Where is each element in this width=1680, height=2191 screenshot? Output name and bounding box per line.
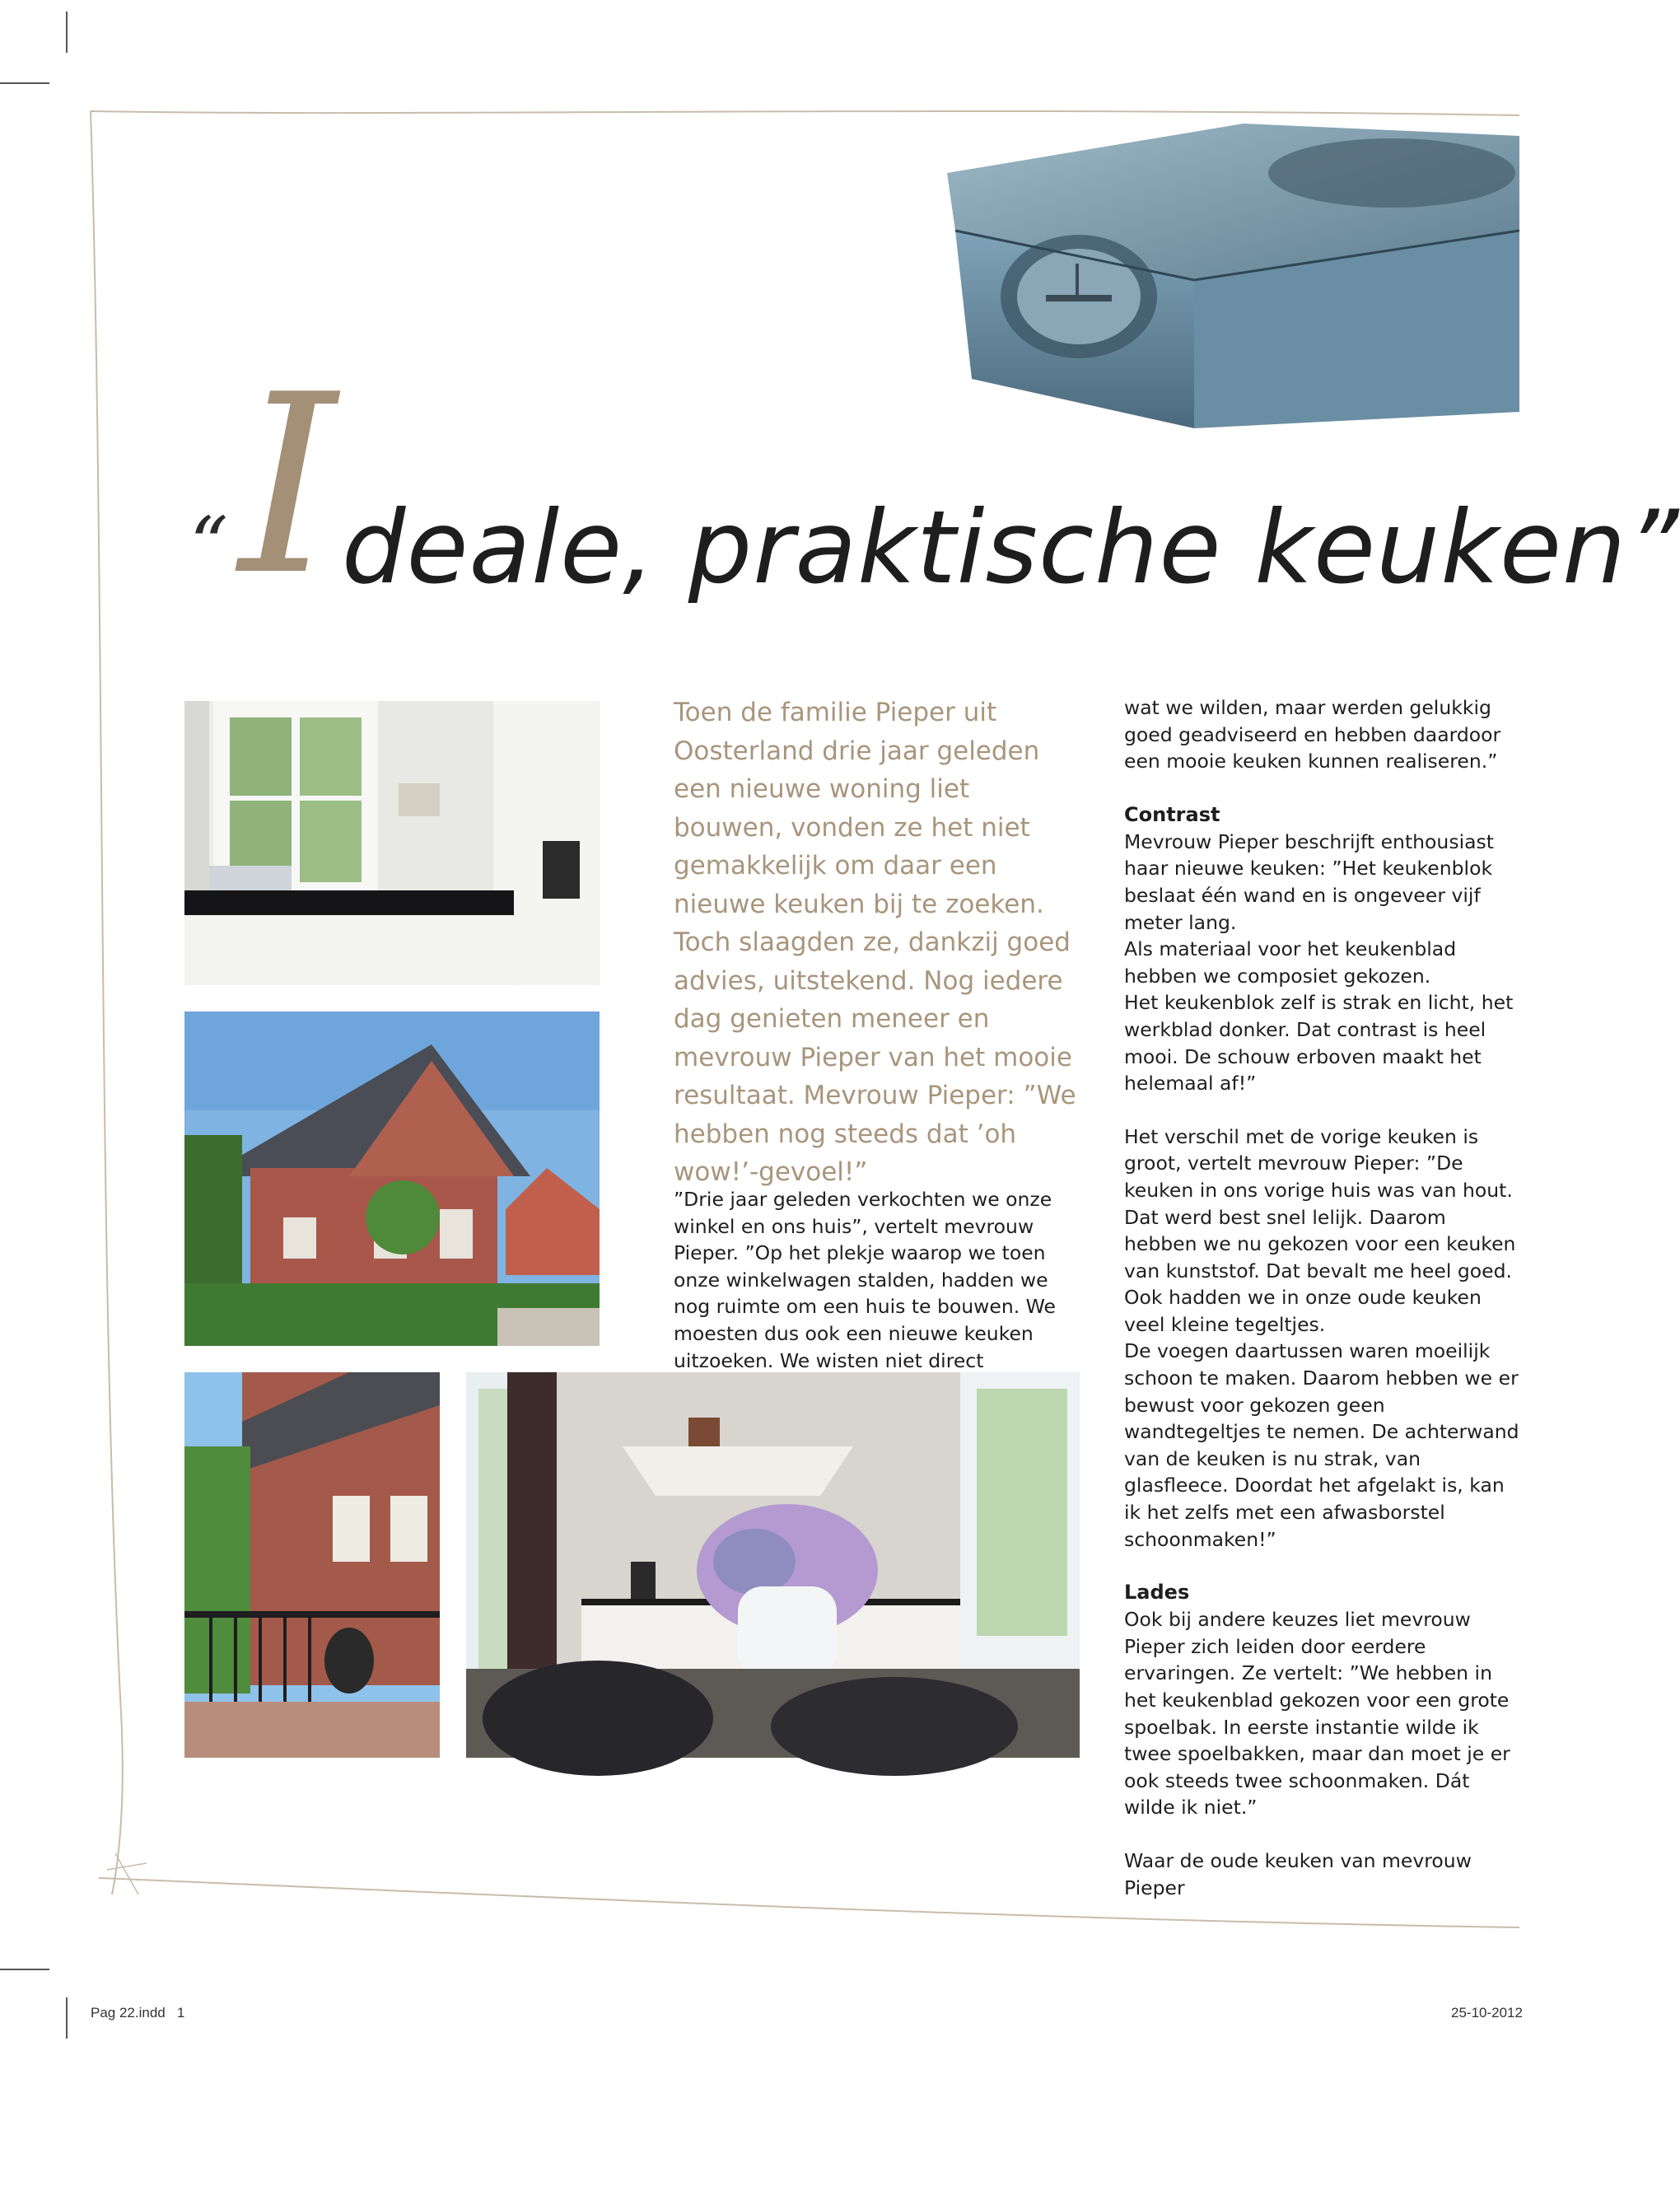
intro-paragraph: Toen de familie Pieper uit Oosterland drie jaar geleden een nieuwe woning liet bouwen, vonden ze het niet gemakkelijk om daar een nieuwe keuken bij te zoeken. Toch slaagden ze, dankzij goed advies, uitstekend. Nog iedere dag genieten meneer en mevrouw Pieper van het mooie resultaat. Mevrouw Pieper: ”We hebben nog steeds dat ’oh wow!’-gevoel!” xyxy=(674,698,1076,1187)
subheading-contrast: Contrast xyxy=(1124,802,1220,826)
body-paragraph: Waar de oude keuken van mevrouw Pieper xyxy=(1124,1848,1472,1899)
kitchen-photo xyxy=(184,701,600,985)
body-paragraph: Mevrouw Pieper beschrijft enthousiast haar nieuwe keuken: ”Het keukenblok beslaat één wand en is ongeveer vijf meter lang. xyxy=(1124,829,1494,934)
body-paragraph: Als materiaal voor het keukenblad hebben we composiet gekozen. xyxy=(1124,937,1457,988)
body-paragraph: De voegen daartussen waren moeilijk schoon te maken. Daarom hebben we er bewust voor gekozen geen wandtegeltjes te nemen. De achterwand van de keuken is nu strak, van glasfleece. Doordat het afgelakt is, kan ik het zelfs met een afwasborstel schoonmaken!” xyxy=(1124,1339,1519,1551)
subheading-lades: Lades xyxy=(1124,1581,1190,1605)
headline-initial: I xyxy=(239,342,337,629)
body-column-3 xyxy=(1124,694,1519,1901)
gate-photo xyxy=(184,1372,440,1758)
interior-photo xyxy=(466,1372,1080,1758)
body-paragraph: Het keukenblok zelf is strak en licht, het werkblad donker. Dat contrast is heel mooi. De schouw erboven maakt het helemaal af!” xyxy=(1124,991,1514,1096)
body-column-2 xyxy=(674,1186,1081,1374)
body-paragraph: Het verschil met de vorige keuken is groot, vertelt mevrouw Pieper: ”De keuken in ons vorige huis was van hout. Dat werd best snel lelijk. Daarom hebben we nu gekozen voor een keuken van kunststof. Dat bevalt me heel goed. Ook hadden we in onze oude keuken veel kleine tegeltjes. xyxy=(1124,1124,1516,1336)
article-headline xyxy=(189,342,1680,634)
body-paragraph: ”Drie jaar geleden verkochten we onze winkel en ons huis”, vertelt mevrouw Pieper. ”Op het plekje waarop we toen onze winkelwagen stalden, hadden we nog ruimte om een huis te bouwen. We moesten dus ook een nieuwe keuken uitzoeken. We wisten niet direct xyxy=(674,1188,1056,1372)
footer-file-name: Pag 22.indd 1 xyxy=(91,2005,185,2020)
footer-date: 25-10-2012 xyxy=(1451,2005,1523,2020)
headline-open-quote: “ xyxy=(189,501,229,589)
body-paragraph: Ook bij andere keuzes liet mevrouw Pieper zich leiden door eerdere ervaringen. Ze vertelt: ”We hebben in het keukenblad gekozen voor een grote spoelbak. In eerste instantie wilde ik twee spoelbakken, maar dan moet je er ook steeds twee schoonmaken. Dát wilde ik niet.” xyxy=(1124,1608,1510,1820)
headline-text: deale, praktische keuken” xyxy=(342,489,1680,606)
house-photo xyxy=(184,1011,600,1346)
body-paragraph: wat we wilden, maar werden gelukkig goed geadviseerd en hebben daardoor een mooie keuken kunnen realiseren.” xyxy=(1124,696,1501,773)
